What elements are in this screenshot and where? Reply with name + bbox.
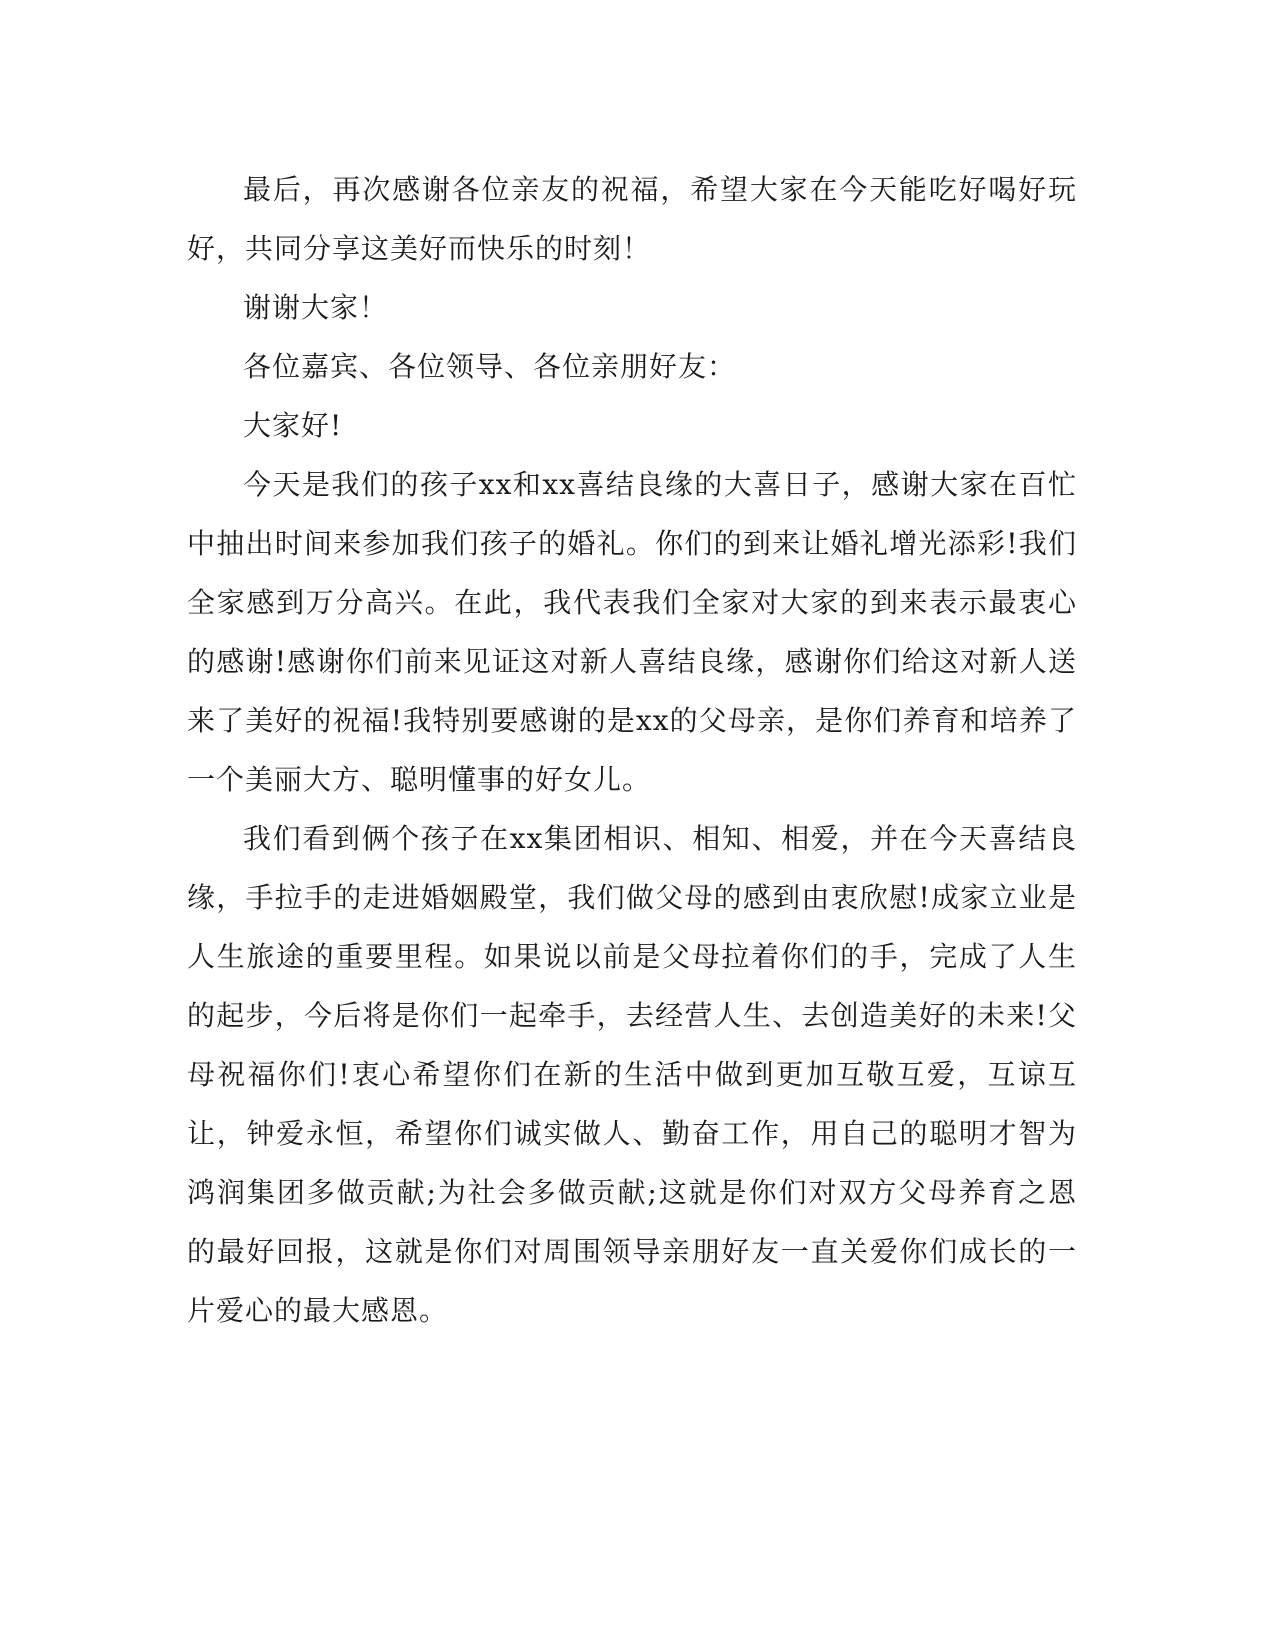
document-body [187, 160, 1077, 1340]
paragraph-greeting: 大家好! [243, 409, 343, 442]
paragraph-wedding-thanks: 今天是我们的孩子xx和xx喜结良缘的大喜日子，感谢大家在百忙中抽出时间来参加我们孩子的婚礼。你们的到来让婚礼增光添彩!我们全家感到万分高兴。在此，我代表我们全家对大家的到来表示最衷心的感谢!感谢你们前来见证这对新人喜结良缘，感谢你们给这对新人送来了美好的祝福!我特别要感谢的是xx的父母亲，是你们养育和培养了一个美丽大方、聪明懂事的好女儿。 [187, 468, 1077, 796]
paragraph-thank-you: 谢谢大家！ [243, 291, 389, 324]
paragraph-salutation: 各位嘉宾、各位领导、各位亲朋好友： [243, 350, 737, 383]
paragraph-parents-blessing: 我们看到俩个孩子在xx集团相识、相知、相爱，并在今天喜结良缘，手拉手的走进婚姻殿堂，我们做父母的感到由衷欣慰!成家立业是人生旅途的重要里程。如果说以前是父母拉着你们的手，完成了人生的起步，今后将是你们一起牵手，去经营人生、去创造美好的未来!父母祝福你们!衷心希望你们在新的生活中做到更加互敬互爱，互谅互让，钟爱永恒，希望你们诚实做人、勤奋工作，用自己的聪明才智为鸿润集团多做贡献;为社会多做贡献;这就是你们对双方父母养育之恩的最好回报，这就是你们对周围领导亲朋好友一直关爱你们成长的一片爱心的最大感恩。 [187, 822, 1077, 1327]
paragraph-closing-thanks: 最后，再次感谢各位亲友的祝福，希望大家在今天能吃好喝好玩好，共同分享这美好而快乐的时刻！ [187, 173, 1077, 265]
